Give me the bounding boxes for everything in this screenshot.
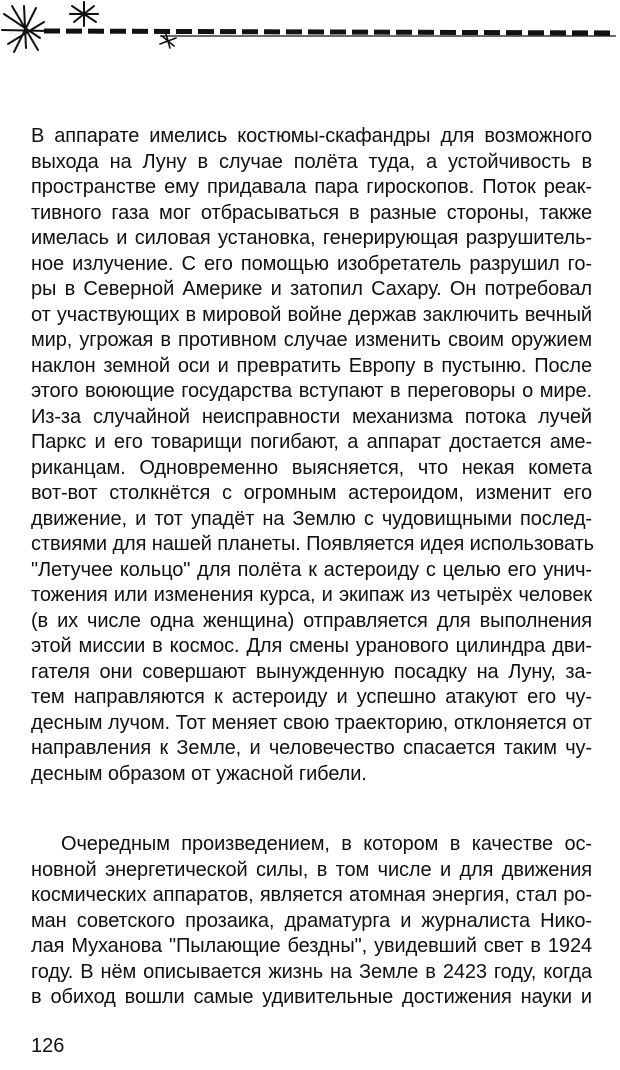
text-line: в обиход вошли самые удивительные достижения науки и: [31, 986, 592, 1008]
text-line: (в их числе одна женщина) отправляется для выполнения: [31, 609, 592, 632]
star-burst-icon: [2, 6, 48, 52]
text-line: этого воюющие государства вступают в переговоры о мире.: [31, 380, 592, 402]
text-line: ры в Северной Америке и затопил Сахару. Он потребовал: [31, 278, 592, 300]
text-line: десным лучом. Тот меняет свою траекторию, отклоняется от: [31, 711, 592, 734]
text-line: тожения или изменения курса, и экипаж из четырёх человек: [31, 584, 592, 606]
text-line: гателя они совершают вынужденную посадку на Луну, за-: [31, 660, 592, 683]
text-line: году. В нём описывается жизнь на Земле в 2423 году, когда: [31, 960, 592, 983]
text-line: риканцам. Одновременно выясняется, что некая комета: [31, 456, 592, 479]
text-line: от участвующих в мировой войне держав заключить вечный: [31, 303, 592, 326]
text-line: ствиями для нашей планеты. Появляется идея использовать: [31, 533, 594, 555]
text-line: движение, и тот упадёт на Землю с чудовищными послед-: [31, 507, 592, 530]
text-line: мир, угрожая в противном случае изменить своим оружием: [31, 329, 592, 351]
paragraph-2: [31, 832, 592, 1011]
text-line: направления к Земле, и человечество спасается таким чу-: [31, 737, 592, 759]
text-line: этой миссии в космос. Для смены уранового цилиндра дви-: [31, 635, 592, 657]
text-line: вот-вот столкнётся с огромным астероидом, изменит его: [31, 482, 592, 504]
text-line: тем направляются к астероиду и успешно атакуют его чу-: [31, 686, 592, 708]
text-line: десным образом от ужасной гибели.: [31, 762, 367, 785]
dashed-rule: [44, 31, 616, 36]
text-line: В аппарате имелись костюмы-скафандры для возможного: [31, 125, 592, 147]
text-line: лая Муханова "Пылающие бездны", увидевший свет в 1924: [31, 935, 592, 957]
page-number: 126: [31, 1035, 65, 1057]
text-line: Паркс и его товарищи погибают, а аппарат достается аме-: [31, 431, 592, 453]
text-line: ман советского прозаика, драматурга и журналиста Нико-: [31, 909, 592, 932]
text-line: имелась и силовая установка, генерирующая разрушитель-: [31, 227, 592, 249]
paragraph-1: [31, 124, 592, 787]
small-star-icon: [70, 2, 98, 26]
text-line: пространстве ему придавала пара гироскопов. Поток реак-: [31, 176, 592, 198]
header-ornament: [0, 0, 620, 60]
text-line: "Летучее кольцо" для полёта к астероиду с целью его унич-: [31, 558, 592, 581]
text-line: новной энергетической силы, в том числе и для движения: [31, 858, 592, 881]
text-line: выхода на Луну в случае полёта туда, а устойчивость в: [31, 150, 592, 173]
text-line: наклон земной оси и превратить Европу в пустыню. После: [31, 354, 592, 377]
text-line: тивного газа мог отбрасываться в разные стороны, также: [31, 201, 592, 224]
text-line: космических аппаратов, является атомная энергия, стал ро-: [31, 884, 592, 906]
text-line: Очередным произведением, в котором в качестве ос-: [61, 833, 592, 855]
text-line: Из-за случайной неисправности механизма потока лучей: [31, 405, 592, 428]
text-line: ное излучение. С его помощью изобретатель разрушил го-: [31, 252, 592, 275]
